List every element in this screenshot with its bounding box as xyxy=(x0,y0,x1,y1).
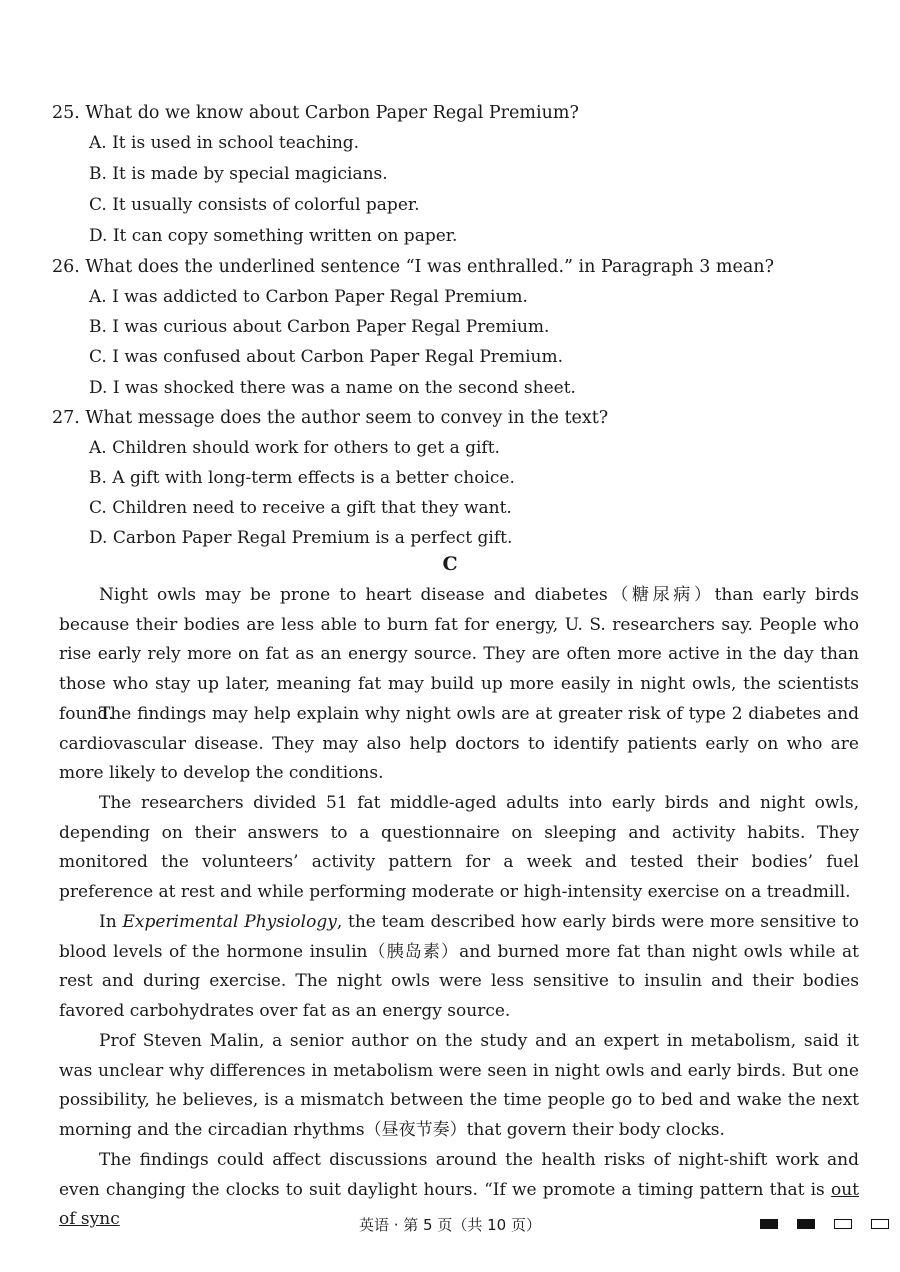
empty-block-icon xyxy=(834,1219,852,1229)
empty-block-icon xyxy=(871,1219,889,1229)
page-footer: 英语 · 第 5 页（共 10 页） xyxy=(358,1216,541,1234)
paragraph-2: The findings may help explain why night owls are at greater risk of type 2 diabetes and cardiovascular disease. They may also help doctors to identify patients early on who are more likely to develop the conditions. xyxy=(59,704,859,784)
filled-block-icon xyxy=(760,1219,778,1229)
question-stem: What message does the author seem to convey in the text? xyxy=(85,408,609,428)
question-stem: What does the underlined sentence “I was enthralled.” in Paragraph 3 mean? xyxy=(85,257,774,277)
paragraph-4 xyxy=(59,908,859,1027)
journal-title: Experimental Physiology xyxy=(122,912,337,932)
option-27-d: D. Carbon Paper Regal Premium is a perfect gift. xyxy=(89,528,513,548)
paragraph-4-prefix: In xyxy=(99,912,123,932)
option-25-d: D. It can copy something written on paper. xyxy=(89,226,458,246)
paragraph-4-text: , the team described how early birds were more sensitive to blood levels of the hormone insulin（胰岛素）and burned more fat than night owls while at rest and during exercise. The night owls were less sensitive to insulin and their bodies favored carbohydrates over fat as an energy source. xyxy=(59,912,859,1022)
filled-block-icon xyxy=(797,1219,815,1229)
option-27-b: B. A gift with long-term effects is a better choice. xyxy=(89,468,515,488)
option-25-c: C. It usually consists of colorful paper. xyxy=(89,195,420,215)
paragraph-5: Prof Steven Malin, a senior author on the study and an expert in metabolism, said it was unclear why differences in metabolism were seen in night owls and early birds. But one possibility, he believes, is a mismatch between the time people go to bed and wake the next morning and the circadian rhythms（昼夜节奏）that govern their body clocks. xyxy=(59,1031,859,1141)
page-marks xyxy=(760,1219,889,1229)
option-27-c: C. Children need to receive a gift that they want. xyxy=(89,498,512,518)
option-27-a: A. Children should work for others to get a gift. xyxy=(89,438,500,458)
option-25-b: B. It is made by special magicians. xyxy=(89,164,388,184)
option-26-d: D. I was shocked there was a name on the second sheet. xyxy=(89,378,576,398)
paragraph-1: Night owls may be prone to heart disease and diabetes（糖尿病）than early birds because their bodies are less able to burn fat for energy, U. S. researchers say. People who rise early rely more on fat as an energy source. They are often more active in the day than those who stay up later, meaning fat may build up more easily in night owls, the scientists found. xyxy=(59,585,859,724)
paragraph-3: The researchers divided 51 fat middle-aged adults into early birds and night owls, depending on their answers to a questionnaire on sleeping and activity habits. They monitored the volunteers’ activity pattern for a week and tested their bodies’ fuel preference at rest and while performing moderate or high-intensity exercise on a treadmill. xyxy=(59,793,859,903)
option-26-a: A. I was addicted to Carbon Paper Regal Premium. xyxy=(89,287,528,307)
question-27 xyxy=(52,407,608,429)
question-number: 25. xyxy=(52,103,80,123)
option-25-a: A. It is used in school teaching. xyxy=(89,133,360,153)
section-title: C xyxy=(442,553,458,575)
paragraph-6-text: The findings could affect discussions around the health risks of night-shift work and even changing the clocks to suit daylight hours. “If we promote a timing pattern that is xyxy=(59,1150,859,1200)
option-26-b: B. I was curious about Carbon Paper Regal Premium. xyxy=(89,317,550,337)
option-26-c: C. I was confused about Carbon Paper Regal Premium. xyxy=(89,347,563,367)
question-stem: What do we know about Carbon Paper Regal Premium? xyxy=(85,103,579,123)
question-26 xyxy=(52,256,774,278)
question-25 xyxy=(52,102,579,124)
question-number: 26. xyxy=(52,257,80,277)
question-number: 27. xyxy=(52,408,80,428)
underlined-phrase: out of sync xyxy=(59,1179,859,1230)
